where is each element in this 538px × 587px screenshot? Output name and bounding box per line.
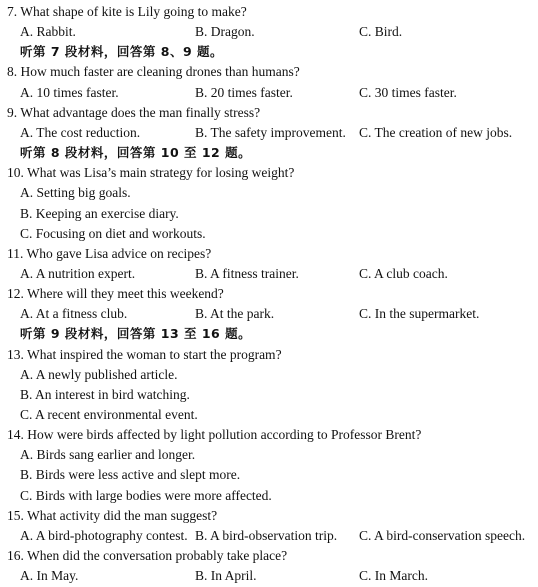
- answer-options: [20, 224, 538, 244]
- option-a: A. The cost reduction.: [20, 124, 141, 140]
- answer-options: [20, 123, 538, 143]
- question-stem: 13. What inspired the woman to start the program?: [7, 346, 282, 362]
- question-stem: 11. Who gave Lisa advice on recipes?: [7, 245, 212, 261]
- option-a: A. Setting big goals.: [20, 185, 131, 201]
- answer-options: [20, 566, 538, 586]
- question-stem: 10. What was Lisa’s main strategy for losing weight?: [7, 165, 295, 181]
- option-c: C. In the supermarket.: [359, 306, 480, 322]
- option-a: B. Birds were less active and slept more.: [20, 467, 241, 483]
- section-instruction: 听第 7 段材料，回答第 8、9 题。: [20, 44, 224, 60]
- option-a: A. A nutrition expert.: [20, 265, 136, 281]
- answer-options: [20, 486, 538, 506]
- question-stem: 8. How much faster are cleaning drones than humans?: [7, 64, 300, 80]
- answer-options: [20, 264, 538, 284]
- question-stem: 9. What advantage does the man finally stress?: [7, 104, 261, 120]
- option-b: B. At the park.: [195, 306, 275, 322]
- option-b: B. Dragon.: [195, 24, 255, 40]
- answer-options: [20, 304, 538, 324]
- section-instruction: 听第 9 段材料，回答第 13 至 16 题。: [20, 326, 252, 342]
- answer-options: [20, 385, 538, 405]
- option-a: C. Focusing on diet and workouts.: [20, 225, 206, 241]
- option-a: A. At a fitness club.: [20, 306, 128, 322]
- option-a: B. An interest in bird watching.: [20, 386, 190, 402]
- option-a: C. Birds with large bodies were more affected.: [20, 487, 272, 503]
- option-c: C. Bird.: [359, 24, 403, 40]
- option-c: C. 30 times faster.: [359, 84, 457, 100]
- option-c: C. In March.: [359, 568, 428, 584]
- option-a: A. In May.: [20, 568, 79, 584]
- answer-options: [20, 405, 538, 425]
- option-b: B. 20 times faster.: [195, 84, 293, 100]
- option-c: C. A bird-conservation speech.: [359, 527, 526, 543]
- answer-options: [20, 465, 538, 485]
- option-a: C. A recent environmental event.: [20, 407, 198, 422]
- answer-options: [20, 204, 538, 224]
- answer-options: [20, 83, 538, 103]
- option-c: C. A club coach.: [359, 265, 448, 281]
- answer-options: [20, 22, 538, 42]
- option-a: B. Keeping an exercise diary.: [20, 205, 179, 221]
- question-stem: 7. What shape of kite is Lily going to make?: [7, 4, 247, 19]
- answer-options: [20, 526, 538, 546]
- question-stem: 16. When did the conversation probably take place?: [7, 548, 288, 563]
- answer-options: [20, 183, 538, 203]
- option-a: A. 10 times faster.: [20, 84, 119, 100]
- option-b: B. The safety improvement.: [195, 124, 346, 140]
- option-b: B. A fitness trainer.: [195, 265, 299, 281]
- option-a: A. A bird-photography contest.: [20, 527, 188, 543]
- option-a: A. Rabbit.: [20, 24, 76, 40]
- option-b: B. In April.: [195, 568, 257, 584]
- option-a: A. Birds sang earlier and longer.: [20, 447, 196, 463]
- question-stem: 15. What activity did the man suggest?: [7, 507, 218, 523]
- question-stem: 12. Where will they meet this weekend?: [7, 286, 224, 302]
- question-stem: 14. How were birds affected by light pollution according to Professor Brent?: [7, 427, 422, 443]
- answer-options: [20, 445, 538, 465]
- option-a: A. A newly published article.: [20, 366, 178, 382]
- option-b: B. A bird-observation trip.: [195, 527, 338, 543]
- option-c: C. The creation of new jobs.: [359, 124, 513, 140]
- section-instruction: 听第 8 段材料，回答第 10 至 12 题。: [20, 145, 252, 160]
- answer-options: [20, 365, 538, 385]
